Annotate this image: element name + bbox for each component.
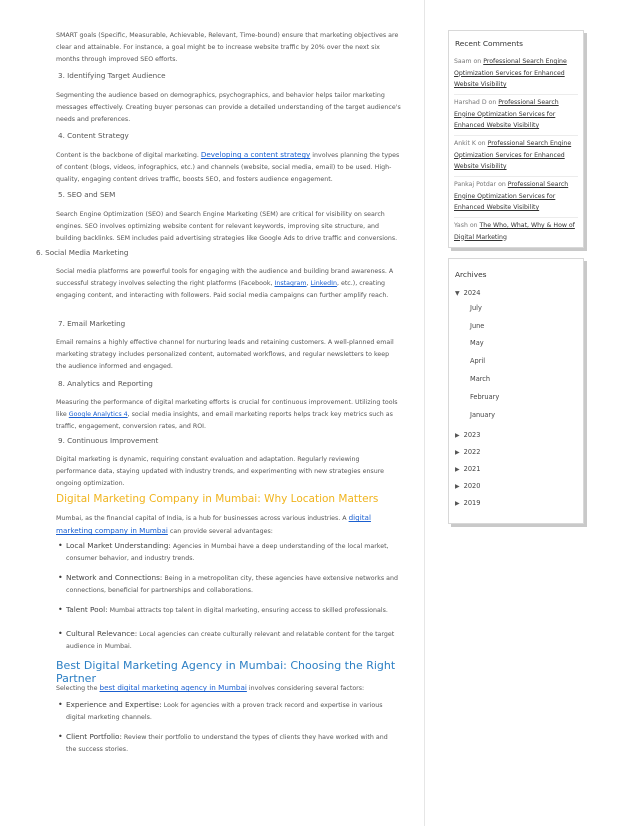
triangle-right-icon: ▶	[455, 483, 460, 490]
bullet-text: Review their portfolio to understand the types of clients they have worked with and the success stories.	[66, 734, 388, 753]
comment-item	[454, 56, 580, 91]
section-8-text-a: Measuring the performance of digital marketing efforts is crucial for continuous improvement. Utilizing tools like	[56, 399, 398, 418]
comment-author[interactable]: Pankaj Potdar	[454, 181, 497, 188]
comment-post-link[interactable]: Professional Search Engine Optimization Services for Enhanced Website Visibility	[454, 140, 572, 170]
bullet-icon: •	[58, 541, 63, 550]
comment-post-link[interactable]: The Who, What, Why & How of Digital Marketing	[454, 222, 575, 241]
archive-month[interactable]: January	[470, 411, 495, 419]
triangle-right-icon: ▶	[455, 449, 460, 456]
best-agency-link[interactable]: best digital marketing agency in Mumbai	[99, 683, 247, 692]
archive-year-label: 2019	[463, 499, 481, 507]
bullet-text: Being in a metropolitan city, these agencies have extensive networks and connections, beneficial for partnerships and collaborations.	[66, 575, 398, 594]
bullet-term: Local Market Understanding:	[66, 541, 171, 550]
section-4-text-a: Content is the backbone of digital marketing.	[56, 152, 201, 159]
bullet-term: Experience and Expertise:	[66, 700, 162, 709]
bullet-text: Local agencies can create culturally relevant and relatable content for the target audience in Mumbai.	[66, 631, 395, 650]
triangle-right-icon: ▶	[455, 500, 460, 507]
smart-goals-paragraph: SMART goals (Specific, Measurable, Achievable, Relevant, Time-bound) ensure that marketing objectives are clear and attainable. For instance, a goal might be to increase website traffic by 20% over the next six months through improved SEO efforts.	[56, 32, 399, 63]
content-strategy-link[interactable]: Developing a content strategy	[200, 150, 311, 159]
list-item	[58, 731, 398, 755]
archive-year-label: 2024	[463, 289, 481, 297]
location-paragraph	[56, 512, 401, 538]
section-6-paragraph	[56, 266, 401, 302]
archive-year-label: 2022	[463, 448, 481, 456]
linkedin-link[interactable]: LinkedIn	[310, 280, 337, 287]
archive-year-collapsed[interactable]	[455, 482, 480, 490]
archives-title: Archives	[455, 270, 487, 279]
google-analytics-link[interactable]: Google Analytics 4	[68, 411, 128, 418]
comment-on-word: on	[475, 140, 488, 147]
bullet-icon: •	[58, 629, 63, 638]
archive-month[interactable]: June	[470, 322, 485, 330]
comment-separator	[454, 135, 578, 136]
section-9-heading: 9. Continuous Improvement	[58, 436, 159, 445]
section-8-heading: 8. Analytics and Reporting	[58, 379, 153, 388]
section-9-paragraph: Digital marketing is dynamic, requiring constant evaluation and adaptation. Regularly reviewing performance data, staying updated with industry trends, and experimenting with new strategies ensure ongoing optimization.	[56, 456, 385, 487]
archive-year-label: 2020	[463, 482, 481, 490]
comment-author[interactable]: Saam	[454, 58, 472, 65]
bullet-icon: •	[58, 700, 63, 709]
list-item	[58, 540, 398, 564]
digital-marketing-company-link[interactable]: digital marketing company in Mumbai	[56, 513, 371, 535]
comment-on-word: on	[486, 99, 499, 106]
comment-item	[454, 138, 580, 173]
list-item	[58, 628, 398, 652]
comment-author[interactable]: Yash	[454, 222, 468, 229]
location-matters-heading: Digital Marketing Company in Mumbai: Why Location Matters	[56, 493, 379, 505]
comment-on-word: on	[496, 181, 508, 188]
bullet-term: Network and Connections:	[66, 573, 163, 582]
archive-year-expanded[interactable]	[455, 289, 480, 297]
list-item	[58, 572, 398, 596]
comment-on-word: on	[471, 58, 484, 65]
section-7-heading: 7. Email Marketing	[58, 319, 126, 328]
location-text-a: Mumbai, as the financial capital of India, is a hub for businesses across various industries. A	[56, 515, 349, 522]
section-5-paragraph: Search Engine Optimization (SEO) and Search Engine Marketing (SEM) are critical for visibility on search engines. SEO involves optimizing website content for relevant keywords, improving site structure, and building backlinks. SEM includes paid advertising strategies like Google Ads to drive traffic and conversions.	[56, 211, 398, 242]
comment-post-link[interactable]: Professional Search Engine Optimization Services for Enhanced Website Visibility	[454, 181, 569, 211]
recent-comments-title: Recent Comments	[455, 39, 523, 48]
bullet-text: Look for agencies with a proven track record and expertise in various digital marketing channels.	[66, 702, 383, 721]
comment-item	[454, 220, 580, 243]
section-6-separator: ,	[306, 280, 311, 287]
comment-item	[454, 97, 580, 132]
bullet-text: Mumbai attracts top talent in digital marketing, ensuring access to skilled professionals.	[107, 607, 388, 614]
list-item	[58, 699, 398, 723]
comment-separator	[454, 176, 578, 177]
section-4-heading: 4. Content Strategy	[58, 131, 129, 140]
archive-month[interactable]: February	[470, 393, 500, 401]
partner-paragraph	[56, 682, 401, 695]
bullet-text: Agencies in Mumbai have a deep understanding of the local market, consumer behavior, and industry trends.	[66, 543, 389, 562]
archive-year-label: 2021	[463, 465, 481, 473]
section-5-heading: 5. SEO and SEM	[58, 190, 116, 199]
archive-year-collapsed[interactable]	[455, 448, 480, 456]
archive-year-collapsed[interactable]	[455, 499, 480, 507]
section-6-heading: 6. Social Media Marketing	[36, 248, 129, 257]
section-3-heading: 3. Identifying Target Audience	[58, 71, 166, 80]
archive-year-label: 2023	[463, 431, 481, 439]
archive-year-collapsed[interactable]	[455, 465, 480, 473]
triangle-right-icon: ▶	[455, 432, 460, 439]
archive-month[interactable]: May	[470, 339, 484, 347]
archive-month[interactable]: April	[470, 357, 486, 365]
column-divider	[424, 0, 425, 826]
archive-year-collapsed[interactable]	[455, 431, 480, 439]
instagram-link[interactable]: Instagram	[274, 280, 307, 287]
section-4-paragraph	[56, 149, 401, 186]
section-8-paragraph	[56, 397, 401, 433]
section-6-text-a: Social media platforms are powerful tools for engaging with the audience and building brand awareness. A successful strategy involves selecting the right platforms (Facebook,	[56, 268, 394, 287]
section-8-text-b: , social media insights, and email marketing reports helps track key metrics such as traffic, engagement, conversion rates, and ROI.	[56, 411, 393, 430]
comment-author[interactable]: Harshad D	[454, 99, 487, 106]
comment-separator	[454, 217, 578, 218]
section-4-text-b: involves planning the types of content (blogs, videos, infographics, etc.) and channels (website, social media, email) to be used. High-quality, engaging content drives traffic, boosts SEO, and fosters audience engagement.	[56, 152, 400, 183]
comment-separator	[454, 94, 578, 95]
comment-item	[454, 179, 580, 214]
choosing-partner-heading: Best Digital Marketing Agency in Mumbai: Choosing the Right Partner	[56, 659, 396, 685]
comment-post-link[interactable]: Professional Search Engine Optimization Services for Enhanced Website Visibility	[454, 58, 567, 88]
comment-post-link[interactable]: Professional Search Engine Optimization Services for Enhanced Website Visibility	[454, 99, 559, 129]
bullet-term: Talent Pool:	[66, 605, 108, 614]
section-7-paragraph: Email remains a highly effective channel for nurturing leads and retaining customers. A well-planned email marketing strategy includes personalized content, automated workflows, and regular newsletters to keep the audience informed and engaged.	[56, 339, 394, 370]
partner-text-a: Selecting the	[56, 685, 100, 692]
bullet-icon: •	[58, 605, 63, 614]
archive-month[interactable]: March	[470, 375, 491, 383]
section-6-text-b: , etc.), creating engaging content, and interacting with followers. Paid social media campaigns can further amplify reach.	[56, 280, 389, 299]
location-text-b: can provide several advantages:	[167, 528, 273, 535]
triangle-right-icon: ▶	[455, 466, 460, 473]
bullet-term: Cultural Relevance:	[66, 629, 138, 638]
section-3-paragraph: Segmenting the audience based on demographics, psychographics, and behavior helps tailor marketing messages effectively. Creating buyer personas can provide a detailed understanding of the target audience's needs and preferences.	[56, 92, 401, 123]
triangle-down-icon: ▼	[455, 290, 460, 297]
bullet-term: Client Portfolio:	[66, 732, 122, 741]
comment-on-word: on	[467, 222, 480, 229]
bullet-icon: •	[58, 573, 63, 582]
partner-text-b: involves considering several factors:	[246, 685, 365, 692]
list-item	[58, 604, 398, 617]
archive-month[interactable]: July	[470, 304, 482, 312]
comment-author[interactable]: Ankit K	[454, 140, 476, 147]
bullet-icon: •	[58, 732, 63, 741]
